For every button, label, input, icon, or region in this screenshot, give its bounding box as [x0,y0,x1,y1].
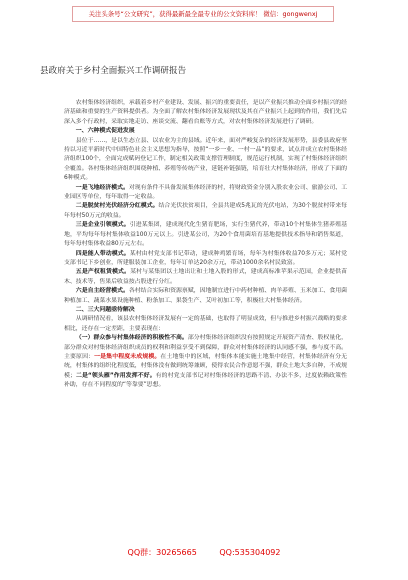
mode-5-text: 某村与某集团以土地出让和土地入股的形式，建成高标准苹果示范园，企业提供苗木、技术等，售果后收益按占股进行分红。 [64,269,348,285]
paragraph-mode-2 [64,202,347,221]
mode-4-lead: 四是能人带动模式。 [75,250,130,257]
qq-group: QQ群：30265665 [127,548,197,557]
mode-1-text: 对现有条件不具备发展集体经济的村，将财政资金分别入股农业公司、旅游公司、工业园区等单位，每年取得一定收益。 [64,184,347,201]
paragraph-problem-1 [64,334,347,390]
section-heading-1: 一、六种模式促进发展 [75,128,135,135]
mode-5-lead: 五是产权租赁模式。 [75,269,131,276]
paragraph-mode-5 [64,268,347,287]
mode-2-text: 结合光伏扶贫项目，全县共建成5兆瓦的光伏电站，为30个脱贫村带来每年每村50万元的收益。 [64,203,348,219]
mode-3-lead: 三是企业引领模式。 [75,222,130,229]
paragraph-mode-6 [64,287,347,306]
qq-number: QQ:535304092 [219,548,281,557]
promo-banner: 关注头条号“公文研究”，获得最新最全最专业的公文资料库！ 微信：gongwenxj [72,6,334,22]
document-body [64,99,347,391]
paragraph-problems-intro: 从调研情况看，该县农村集体经济发展有一定的基础，也取得了明显成效，但与推进乡村振兴战略的要求相比，还存在一定差距，主要表现在： [64,316,347,332]
problem-1-reason-1: 一是集中程度未成规模。 [94,353,161,360]
mode-6-lead: 六是自主经营模式。 [75,288,129,295]
section-heading-2: 二、三大问题亟待解决 [75,306,135,313]
contact-footer [0,547,408,558]
mode-6-text: 各村结合实际和资源禀赋，因地制宜进行中药材种植、肉羊养殖、玉米加工、食用菌种植加工、蔬菜水果设施种植、粉条加工、果袋生产、艾叶初加工等，积极壮大村集体经济。 [64,288,347,304]
problem-1-tail: 在土地集中的区域，村集体本能实施土地集中经营，村集体经济有分无统，村集体的组织化程度低，村集体没有做到统筹兼顾，使得农民合作意愿不强，群众土地大多自种，不成规模； [64,353,348,379]
document-title: 县政府关于乡村全面振兴工作调研报告 [40,66,187,76]
paragraph-mode-3 [64,221,347,249]
paragraph-mode-4 [64,250,347,269]
paragraph-intro: 农村集体经济组织，承载着乡村产业建设、发展、振兴的重要责任，是以产业振兴推动全面乡村振兴的经济基础和重要的生产资料提供者。为全面了解农村集体经济发展现状及其在产业振兴上起到的作用，我们先后深入多个行政村，采取实地走访、座谈交流、翻看台账等方式，对农村集体经济发展进行了调研。 [64,100,347,125]
problem-1-text: 部分村集体经济组织没有按照规定开展资产清查、股权量化，部分群众对村集体经济组织成员的权利和利益享受不到保障，群众对村集体经济的认同感不强，参与度不高。主要原因： [64,335,348,360]
problem-1-tail-2: 有的村党支部书记对村集体经济的思路不清、办法不多，过度依赖政策性补助，存在不同程度的“等靠要”思想。 [64,372,347,389]
mode-3-text: 引进某集团，建成现代化生猪育肥场，实行生猪代养，带动10个村集体生猪养殖基地，平均每年每村集体收益100万元以上。引进某公司，为20个食用菌培育基地提供技术指导和销售渠道，每年每村集体收益80万元左右。 [64,222,348,248]
mode-1-lead: 一是飞地经济模式。 [75,184,129,191]
paragraph-mode-1 [64,184,347,203]
mode-2-lead: 二是脱贫村光伏经济分红模式。 [75,203,159,210]
paragraph-overview: 县位于……，是以生态立县、以农业为主的县域。近年来，面对严峻复杂的经济发展形势，县委县政府坚持以习近平新时代中国特色社会主义思想为指导，按照“一乡一业、一村一品”的要求，试点并成立农村集体经济组织100个，全面完成赋码登记工作，制定相关政策支撑管理制度，规范运行机制，实现了村集体经济组织全覆盖。各村集体经济组织围绕种植、养殖等传统产业，延链补链强链，培育壮大村集体经济，形成了下面的6种模式。 [64,137,347,182]
problem-1-reason-2: 二是“领头雁”作用发挥不好。 [75,372,156,379]
problem-1-lead: （一）群众参与村集体经济的积极性不高。 [75,335,188,342]
mode-4-text: 某村由村党支部书记带动，建成种鸡繁育场，每年为村集体收益70多万元；某村党支部书记下乡创业，所建服装加工企业，每年订单达20余万元，带动1000余名村民致富。 [64,250,348,266]
